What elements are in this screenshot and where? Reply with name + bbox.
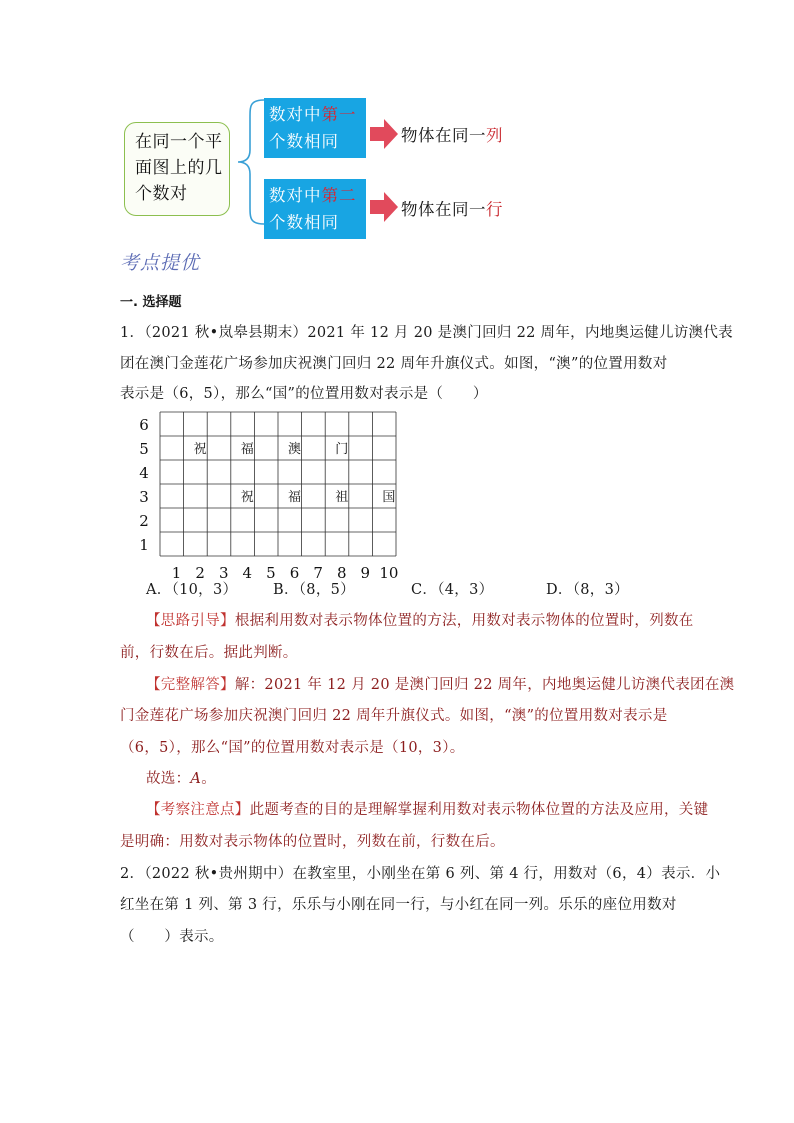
arrow-right-icon (370, 192, 398, 222)
branch-second-box (264, 179, 366, 239)
silu-tag: 【思路引导】 (146, 613, 235, 629)
branch-first-result (401, 122, 503, 146)
q1-answer (146, 769, 216, 789)
q1-silu-line1 (146, 611, 694, 631)
column-label: 2 (195, 564, 205, 580)
root-line-2: 面图上的几 (135, 158, 223, 178)
q1-line1: 1．（2021 秋•岚皋县期末）2021 年 12 月 20 是澳门回归 22 周年，内地奥运健儿访澳代表 (120, 325, 733, 341)
branch-second-line1 (269, 182, 362, 209)
coordinate-grid (130, 410, 400, 580)
column-label: 7 (313, 564, 323, 580)
section-title: 一. 选择题 (120, 295, 182, 310)
branch-first-result-prefix: 物体在同一 (401, 126, 486, 145)
q2-line1: 2．（2022 秋•贵州期中）在教室里，小刚坐在第 6 列、第 4 行，用数对（6，4）表示．小 (120, 866, 721, 882)
q1-jieda-line3: （6，5），那么“国”的位置用数对表示是（10，3）。 (120, 740, 465, 756)
q1-line3: 表示是（6，5），那么“国”的位置用数对表示是（ ） (120, 386, 488, 402)
root-concept-box (124, 122, 230, 216)
branch-first-box (264, 98, 366, 158)
branch-first-line1 (269, 101, 362, 128)
q1-option-b[interactable]: B．（8，5） (273, 582, 355, 598)
q1-option-d[interactable]: D．（8，3） (546, 582, 629, 598)
branch-second-line2: 个数相同 (269, 213, 339, 232)
column-label: 4 (242, 564, 253, 580)
q1-line2: 团在澳门金莲花广场参加庆祝澳门回归 22 周年升旗仪式。如图，“澳”的位置用数对 (120, 356, 668, 372)
column-label: 3 (218, 564, 229, 580)
root-line-3: 个数对 (135, 184, 188, 204)
arrow-right-icon (370, 119, 398, 149)
silu-text-1: 根据利用数对表示物体位置的方法，用数对表示物体的位置时，列数在 (234, 613, 694, 629)
grid-cell-char: 福 (288, 490, 302, 505)
column-label: 5 (266, 564, 276, 580)
column-label: 9 (360, 564, 371, 580)
grid-cell-char: 福 (240, 442, 254, 457)
q1-option-c[interactable]: C．（4，3） (411, 582, 494, 598)
q1-kaocha-line1 (146, 800, 708, 820)
column-label: 1 (171, 564, 182, 580)
grid-cell-char: 祖 (335, 490, 349, 505)
grid-cell-char: 澳 (288, 442, 302, 457)
jieda-text-1: 解：2021 年 12 月 20 是澳门回归 22 周年，内地奥运健儿访澳代表团在澳 (234, 677, 735, 693)
root-line-1: 在同一个平 (135, 132, 223, 152)
answer-prefix: 故选： (146, 771, 191, 787)
grid-cell-char: 祝 (240, 490, 254, 505)
branch-second-prefix: 数对中 (269, 186, 322, 205)
row-label: 2 (139, 512, 149, 530)
branch-first-result-highlight: 列 (486, 126, 503, 145)
branch-second-result-highlight: 行 (486, 200, 503, 219)
q1-kaocha-line2: 是明确：用数对表示物体的位置时，列数在前，行数在后。 (120, 834, 505, 850)
row-label: 3 (139, 488, 149, 506)
jieda-tag: 【完整解答】 (146, 677, 235, 693)
column-label: 10 (379, 564, 399, 580)
column-label: 8 (336, 564, 347, 580)
branch-first-prefix: 数对中 (269, 105, 322, 124)
answer-letter: A (190, 771, 202, 787)
curly-brace (236, 98, 266, 226)
branch-first-highlight: 第一 (321, 105, 357, 124)
answer-suffix: 。 (201, 771, 216, 787)
grid-cell-char: 国 (382, 490, 396, 505)
row-label: 1 (139, 536, 149, 554)
row-label: 6 (139, 416, 149, 434)
branch-second-result (401, 196, 503, 220)
grid-cell-char: 祝 (193, 442, 207, 457)
q1-jieda-line2: 门金莲花广场参加庆祝澳门回归 22 周年升旗仪式。如图，“澳”的位置用数对表示是 (120, 708, 668, 724)
kaocha-text-1: 此题考查的目的是理解掌握利用数对表示物体位置的方法及应用，关键 (249, 802, 709, 818)
column-label: 6 (289, 564, 300, 580)
q1-option-a[interactable]: A．（10，3） (146, 582, 238, 598)
row-label: 5 (139, 440, 149, 458)
branch-second-result-prefix: 物体在同一 (401, 200, 486, 219)
q1-silu-line2: 前，行数在后。据此判断。 (120, 645, 298, 661)
kaodian-title: 考点提优 (120, 252, 201, 274)
q2-line3: （ ）表示。 (120, 929, 224, 945)
branch-second-highlight: 第二 (321, 186, 357, 205)
grid-cell-char: 门 (335, 442, 349, 457)
row-label: 4 (139, 464, 149, 482)
kaocha-tag: 【考察注意点】 (146, 802, 250, 818)
q1-jieda-line1 (146, 675, 734, 695)
branch-first-line2: 个数相同 (269, 132, 339, 151)
q2-line2: 红坐在第 1 列、第 3 行，乐乐与小刚在同一行，与小红在同一列。乐乐的座位用数对 (120, 897, 677, 913)
